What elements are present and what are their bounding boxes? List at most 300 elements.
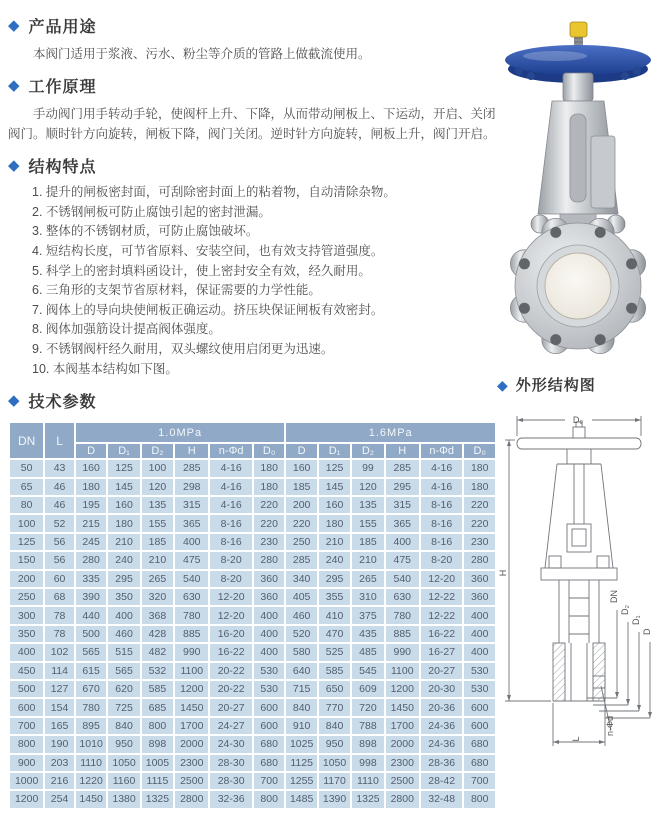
table-cell: 700 <box>464 773 495 789</box>
table-cell: 165 <box>45 718 74 734</box>
table-cell: 360 <box>254 589 284 605</box>
sub-col-header: H <box>386 444 419 458</box>
table-cell: 195 <box>76 497 106 513</box>
table-cell: 609 <box>352 681 383 697</box>
table-cell: 200 <box>10 571 43 587</box>
table-cell: 410 <box>319 607 350 623</box>
table-cell: 780 <box>386 607 419 623</box>
table-cell: 185 <box>286 479 316 495</box>
table-cell: 680 <box>464 755 495 771</box>
table-cell: 230 <box>464 534 495 550</box>
feature-item: 4. 短结构长度，可节省原料、安装空间，也有效支持管道强度。 <box>32 243 384 258</box>
table-cell: 1220 <box>76 773 106 789</box>
table-cell: 400 <box>254 607 284 623</box>
table-cell: 78 <box>45 626 74 642</box>
table-cell: 585 <box>142 681 173 697</box>
table-cell: 4-16 <box>210 497 252 513</box>
table-cell: 180 <box>254 460 284 476</box>
diamond-bullet-icon: ◆ <box>497 376 508 393</box>
table-cell: 620 <box>108 681 139 697</box>
table-cell: 780 <box>76 699 106 715</box>
table-row <box>10 663 495 679</box>
table-row <box>10 497 495 513</box>
usage-paragraph: 本阀门适用于浆液、污水、粉尘等介质的管路上做截流使用。 <box>33 47 371 61</box>
table-cell: 8-16 <box>421 515 463 531</box>
table-cell: 24-27 <box>210 718 252 734</box>
table-cell: 32-36 <box>210 791 252 807</box>
table-cell: 475 <box>175 552 208 568</box>
table-cell: 1050 <box>319 755 350 771</box>
table-cell: 500 <box>10 681 43 697</box>
feature-item: 6. 三角形的支架节省原材料，保证需要的力学性能。 <box>32 283 321 298</box>
col-group-1.6mpa: 1.6MPa <box>286 423 495 442</box>
table-cell: 400 <box>108 607 139 623</box>
table-cell: 450 <box>10 663 43 679</box>
table-cell: 215 <box>76 515 106 531</box>
table-row <box>10 589 495 605</box>
table-cell: 2800 <box>175 791 208 807</box>
table-cell: 1170 <box>319 773 350 789</box>
table-cell: 16-27 <box>421 644 463 660</box>
table-cell: 230 <box>254 534 284 550</box>
table-cell: 565 <box>108 663 139 679</box>
table-cell: 482 <box>142 644 173 660</box>
table-cell: 1255 <box>286 773 316 789</box>
table-cell: 20-22 <box>210 681 252 697</box>
table-cell: 335 <box>76 571 106 587</box>
params-table-body <box>10 460 495 807</box>
table-cell: 1485 <box>286 791 316 807</box>
stem-cap <box>570 22 587 37</box>
features-list <box>32 183 497 379</box>
table-cell: 16-22 <box>210 644 252 660</box>
table-cell: 615 <box>76 663 106 679</box>
table-cell: 1200 <box>175 681 208 697</box>
table-cell: 180 <box>464 460 495 476</box>
table-cell: 154 <box>45 699 74 715</box>
table-cell: 200 <box>286 497 316 513</box>
table-cell: 355 <box>319 589 350 605</box>
table-cell: 155 <box>142 515 173 531</box>
table-cell: 990 <box>175 644 208 660</box>
valve-outline-diagram <box>497 398 660 819</box>
table-cell: 640 <box>286 663 316 679</box>
table-cell: 125 <box>319 460 350 476</box>
table-cell: 295 <box>386 479 419 495</box>
table-cell: 650 <box>319 681 350 697</box>
table-cell: 360 <box>464 571 495 587</box>
table-cell: 46 <box>45 497 74 513</box>
table-cell: 950 <box>108 736 139 752</box>
table-cell: 180 <box>319 515 350 531</box>
table-cell: 16-20 <box>210 626 252 642</box>
technical-params-table <box>8 421 497 809</box>
table-cell: 65 <box>10 479 43 495</box>
table-cell: 515 <box>108 644 139 660</box>
table-cell: 2500 <box>175 773 208 789</box>
table-cell: 285 <box>386 460 419 476</box>
table-cell: 114 <box>45 663 74 679</box>
table-cell: 265 <box>142 571 173 587</box>
table-cell: 2300 <box>386 755 419 771</box>
table-cell: 135 <box>352 497 383 513</box>
table-cell: 12-22 <box>421 607 463 623</box>
table-cell: 24-30 <box>210 736 252 752</box>
table-cell: 210 <box>142 552 173 568</box>
table-cell: 390 <box>76 589 106 605</box>
table-cell: 190 <box>45 736 74 752</box>
section-features-heading <box>8 154 497 177</box>
table-cell: 440 <box>76 607 106 623</box>
gland-block <box>591 136 615 208</box>
sub-col-header: D₀ <box>464 444 495 458</box>
table-cell: 400 <box>464 607 495 623</box>
table-cell: 520 <box>286 626 316 642</box>
table-cell: 52 <box>45 515 74 531</box>
table-cell: 470 <box>319 626 350 642</box>
table-cell: 180 <box>108 515 139 531</box>
table-cell: 1200 <box>10 791 43 807</box>
table-cell: 1325 <box>352 791 383 807</box>
table-cell: 20-22 <box>210 663 252 679</box>
table-cell: 1110 <box>76 755 106 771</box>
table-cell: 1700 <box>386 718 419 734</box>
table-cell: 800 <box>10 736 43 752</box>
table-cell: 265 <box>352 571 383 587</box>
table-cell: 68 <box>45 589 74 605</box>
table-cell: 715 <box>286 681 316 697</box>
table-cell: 8-20 <box>210 552 252 568</box>
table-cell: 350 <box>108 589 139 605</box>
table-cell: 1100 <box>175 663 208 679</box>
table-cell: 250 <box>10 589 43 605</box>
table-cell: 28-36 <box>421 755 463 771</box>
table-cell: 250 <box>286 534 316 550</box>
table-cell: 885 <box>175 626 208 642</box>
table-cell: 1450 <box>76 791 106 807</box>
table-cell: 788 <box>352 718 383 734</box>
col-header-dn: DN <box>10 423 43 458</box>
table-cell: 800 <box>142 718 173 734</box>
table-cell: 216 <box>45 773 74 789</box>
table-cell: 840 <box>319 718 350 734</box>
table-cell: 545 <box>352 663 383 679</box>
table-cell: 150 <box>10 552 43 568</box>
table-cell: 20-36 <box>421 699 463 715</box>
table-row <box>10 699 495 715</box>
table-cell: 375 <box>352 607 383 623</box>
table-cell: 895 <box>76 718 106 734</box>
table-cell: 1325 <box>142 791 173 807</box>
table-cell: 295 <box>319 571 350 587</box>
feature-item: 8. 阀体加强筋设计提高阀体强度。 <box>32 322 221 337</box>
table-cell: 120 <box>352 479 383 495</box>
table-cell: 1100 <box>386 663 419 679</box>
feature-item: 10. 本阀基本结构如下图。 <box>32 361 178 376</box>
table-cell: 8-20 <box>421 552 463 568</box>
dim-label-h: H <box>498 569 508 577</box>
dim-label-d2: D₂ <box>620 605 630 615</box>
table-cell: 2500 <box>386 773 419 789</box>
table-cell: 898 <box>352 736 383 752</box>
feature-item: 9. 不锈钢阀杆经久耐用，双头螺纹使用启闭更为迅速。 <box>32 342 334 356</box>
table-cell: 28-30 <box>210 755 252 771</box>
table-cell: 680 <box>464 736 495 752</box>
diamond-bullet-icon: ◆ <box>8 392 20 410</box>
table-cell: 127 <box>45 681 74 697</box>
table-cell: 885 <box>386 626 419 642</box>
table-cell: 460 <box>286 607 316 623</box>
dim-label-n-phid: n-Φd <box>605 715 615 736</box>
table-cell: 1110 <box>352 773 383 789</box>
table-cell: 365 <box>386 515 419 531</box>
sub-col-header: D <box>76 444 106 458</box>
table-cell: 8-20 <box>210 571 252 587</box>
table-cell: 300 <box>10 607 43 623</box>
table-cell: 180 <box>464 479 495 495</box>
table-cell: 135 <box>142 497 173 513</box>
table-cell: 1200 <box>386 681 419 697</box>
wheel-hub <box>563 73 593 101</box>
table-cell: 12-20 <box>210 607 252 623</box>
table-cell: 1390 <box>319 791 350 807</box>
table-cell: 460 <box>108 626 139 642</box>
right-column <box>497 0 660 821</box>
table-cell: 28-42 <box>421 773 463 789</box>
lug-flange <box>510 218 645 353</box>
sub-col-header: n-Φd <box>421 444 463 458</box>
section-principle-heading <box>8 74 497 97</box>
table-cell: 12-20 <box>421 571 463 587</box>
table-row <box>10 644 495 660</box>
table-cell: 60 <box>45 571 74 587</box>
table-cell: 540 <box>175 571 208 587</box>
table-row <box>10 607 495 623</box>
table-cell: 2300 <box>175 755 208 771</box>
table-row <box>10 626 495 642</box>
table-cell: 56 <box>45 552 74 568</box>
table-cell: 770 <box>319 699 350 715</box>
section-title: 产品用途 <box>28 19 97 36</box>
table-cell: 400 <box>386 534 419 550</box>
table-cell: 565 <box>76 644 106 660</box>
table-cell: 8-16 <box>421 534 463 550</box>
table-cell: 43 <box>45 460 74 476</box>
table-cell: 630 <box>175 589 208 605</box>
table-cell: 160 <box>319 497 350 513</box>
table-row <box>10 681 495 697</box>
valve-bore <box>545 253 611 319</box>
table-cell: 475 <box>386 552 419 568</box>
table-cell: 530 <box>464 663 495 679</box>
table-cell: 365 <box>175 515 208 531</box>
table-cell: 700 <box>10 718 43 734</box>
section-usage-heading <box>8 14 497 37</box>
table-cell: 280 <box>464 552 495 568</box>
table-cell: 1010 <box>76 736 106 752</box>
table-cell: 12-22 <box>421 589 463 605</box>
table-cell: 56 <box>45 534 74 550</box>
table-cell: 8-16 <box>210 515 252 531</box>
table-cell: 280 <box>76 552 106 568</box>
table-cell: 20-30 <box>421 681 463 697</box>
table-cell: 400 <box>254 626 284 642</box>
table-cell: 240 <box>108 552 139 568</box>
table-cell: 125 <box>10 534 43 550</box>
handwheel <box>505 45 651 75</box>
table-row <box>10 552 495 568</box>
table-cell: 4-16 <box>421 460 463 476</box>
table-cell: 285 <box>286 552 316 568</box>
table-cell: 1000 <box>10 773 43 789</box>
table-cell: 400 <box>175 534 208 550</box>
table-cell: 720 <box>352 699 383 715</box>
table-row <box>10 460 495 476</box>
table-cell: 630 <box>386 589 419 605</box>
table-cell: 800 <box>254 791 284 807</box>
section-title: 结构特点 <box>28 159 97 176</box>
sub-col-header: H <box>175 444 208 458</box>
dim-label-d: D <box>642 628 652 635</box>
table-cell: 1025 <box>286 736 316 752</box>
table-cell: 485 <box>352 644 383 660</box>
section-title: 技术参数 <box>28 394 97 412</box>
table-cell: 203 <box>45 755 74 771</box>
table-cell: 670 <box>76 681 106 697</box>
sub-col-header: D₂ <box>352 444 383 458</box>
table-cell: 220 <box>464 497 495 513</box>
table-cell: 530 <box>254 663 284 679</box>
sub-col-header: D <box>286 444 316 458</box>
table-row <box>10 755 495 771</box>
sub-col-header: D₁ <box>319 444 350 458</box>
table-cell: 99 <box>352 460 383 476</box>
table-cell: 1005 <box>142 755 173 771</box>
diamond-bullet-icon: ◆ <box>8 77 20 94</box>
section-params-heading <box>8 389 497 412</box>
table-cell: 910 <box>286 718 316 734</box>
table-cell: 160 <box>286 460 316 476</box>
table-cell: 600 <box>464 718 495 734</box>
table-row <box>10 534 495 550</box>
table-cell: 2800 <box>386 791 419 807</box>
table-cell: 78 <box>45 607 74 623</box>
table-cell: 725 <box>108 699 139 715</box>
table-cell: 600 <box>10 699 43 715</box>
table-cell: 295 <box>108 571 139 587</box>
table-cell: 998 <box>352 755 383 771</box>
table-cell: 220 <box>254 515 284 531</box>
table-cell: 4-16 <box>210 460 252 476</box>
table-cell: 680 <box>254 755 284 771</box>
table-cell: 400 <box>464 626 495 642</box>
table-cell: 185 <box>142 534 173 550</box>
table-cell: 20-27 <box>421 663 463 679</box>
table-cell: 16-22 <box>421 626 463 642</box>
valve-product-photo <box>497 18 660 370</box>
table-cell: 840 <box>286 699 316 715</box>
table-cell: 125 <box>108 460 139 476</box>
table-cell: 20-27 <box>210 699 252 715</box>
table-cell: 700 <box>254 773 284 789</box>
table-cell: 100 <box>10 515 43 531</box>
table-cell: 435 <box>352 626 383 642</box>
table-cell: 2000 <box>175 736 208 752</box>
feature-item: 1. 提升的闸板密封面，可刮除密封面上的粘着物，自动清除杂物。 <box>32 185 396 199</box>
col-group-1.0mpa: 1.0MPa <box>76 423 285 442</box>
dim-label-l: L <box>571 736 581 742</box>
table-cell: 525 <box>319 644 350 660</box>
diamond-bullet-icon: ◆ <box>8 157 20 174</box>
table-cell: 360 <box>464 589 495 605</box>
table-cell: 160 <box>108 497 139 513</box>
section-outline-heading <box>497 374 596 395</box>
left-column <box>8 4 497 810</box>
table-cell: 145 <box>108 479 139 495</box>
table-cell: 220 <box>464 515 495 531</box>
section-title: 外形结构图 <box>515 377 596 394</box>
table-cell: 685 <box>142 699 173 715</box>
table-cell: 680 <box>254 736 284 752</box>
table-cell: 1450 <box>386 699 419 715</box>
table-cell: 315 <box>386 497 419 513</box>
table-cell: 1050 <box>108 755 139 771</box>
table-cell: 400 <box>254 644 284 660</box>
header-row-groups <box>10 423 495 442</box>
table-row <box>10 515 495 531</box>
table-cell: 400 <box>464 644 495 660</box>
table-cell: 210 <box>108 534 139 550</box>
table-cell: 800 <box>464 791 495 807</box>
table-cell: 350 <box>10 626 43 642</box>
table-cell: 298 <box>175 479 208 495</box>
table-cell: 145 <box>319 479 350 495</box>
feature-item: 7. 阀体上的导向块使闸板正确运动。挤压块保证闸板有效密封。 <box>32 302 384 317</box>
table-cell: 530 <box>254 681 284 697</box>
table-cell: 180 <box>76 479 106 495</box>
table-cell: 780 <box>175 607 208 623</box>
table-cell: 100 <box>142 460 173 476</box>
table-cell: 102 <box>45 644 74 660</box>
table-cell: 180 <box>254 479 284 495</box>
table-cell: 4-16 <box>421 479 463 495</box>
table-row <box>10 571 495 587</box>
table-row <box>10 718 495 734</box>
col-header-l: L <box>45 423 74 458</box>
table-cell: 32-48 <box>421 791 463 807</box>
table-cell: 280 <box>254 552 284 568</box>
table-cell: 340 <box>286 571 316 587</box>
table-cell: 4-16 <box>210 479 252 495</box>
table-cell: 1115 <box>142 773 173 789</box>
dim-label-d0: D₀ <box>572 415 584 425</box>
table-cell: 160 <box>76 460 106 476</box>
sub-col-header: D₀ <box>254 444 284 458</box>
table-cell: 428 <box>142 626 173 642</box>
table-cell: 285 <box>175 460 208 476</box>
table-row <box>10 791 495 807</box>
table-cell: 46 <box>45 479 74 495</box>
table-cell: 1450 <box>175 699 208 715</box>
table-cell: 600 <box>464 699 495 715</box>
dim-label-d1: D₁ <box>631 615 641 625</box>
table-cell: 950 <box>319 736 350 752</box>
table-cell: 540 <box>386 571 419 587</box>
table-cell: 220 <box>286 515 316 531</box>
table-cell: 310 <box>352 589 383 605</box>
table-cell: 80 <box>10 497 43 513</box>
table-cell: 12-20 <box>210 589 252 605</box>
